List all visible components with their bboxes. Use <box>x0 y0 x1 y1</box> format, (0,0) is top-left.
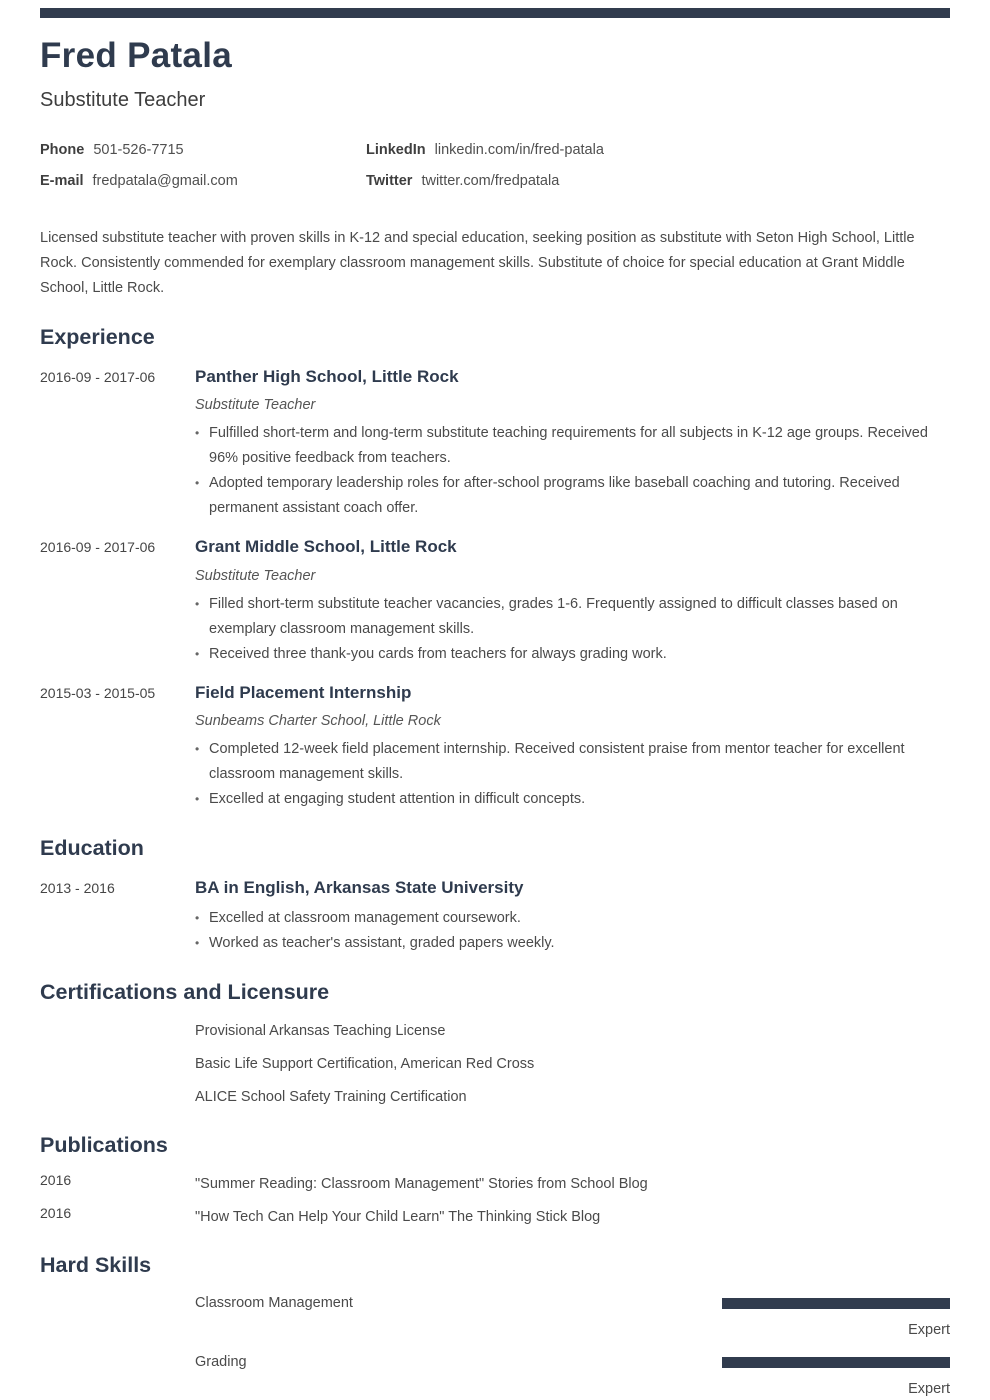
experience-entry <box>40 366 950 521</box>
contact-email-value: fredpatala@gmail.com <box>92 173 238 190</box>
skill-bar-fill <box>722 1298 950 1309</box>
certification-row <box>40 1019 950 1043</box>
spacer <box>40 1052 195 1076</box>
bullet-item: • Excelled at engaging student attention in difficult concepts. <box>195 787 950 812</box>
entry-dates: 2015-03 - 2015-05 <box>40 684 156 701</box>
entry-bullets <box>195 421 950 521</box>
experience-entry <box>40 536 950 666</box>
skill-level-label: Expert <box>908 1381 950 1398</box>
education-heading: Education <box>40 835 144 860</box>
spacer <box>40 1295 195 1338</box>
bullet-item: • Excelled at classroom management coursework. <box>195 906 950 931</box>
entry-dates: 2013 - 2016 <box>40 879 115 896</box>
skill-bar <box>722 1357 950 1368</box>
publications-list <box>40 1172 950 1229</box>
skill-body <box>195 1354 950 1397</box>
accent-top-bar <box>40 8 950 18</box>
skill-item <box>40 1295 950 1338</box>
contact-phone-label: Phone <box>40 142 85 159</box>
contact-info <box>40 142 950 189</box>
certifications-list <box>40 1019 950 1109</box>
contact-linkedin-value: linkedin.com/in/fred-patala <box>434 142 604 159</box>
contact-email <box>40 173 366 189</box>
contact-linkedin <box>366 142 950 158</box>
education-entry <box>40 877 950 956</box>
skill-row <box>40 1354 950 1397</box>
certification-row <box>40 1085 950 1109</box>
skill-item <box>40 1354 950 1397</box>
publication-year: 2016 <box>40 1205 72 1222</box>
bullet-item: • Received three thank-you cards from teachers for always grading work. <box>195 642 950 667</box>
experience-entry <box>40 682 950 812</box>
publication-title: "Summer Reading: Classroom Management" Stories from School Blog <box>195 1176 648 1193</box>
skill-name: Classroom Management <box>195 1295 353 1312</box>
entry-body <box>195 366 950 521</box>
certification-row <box>40 1052 950 1076</box>
spacer <box>40 1354 195 1397</box>
certification-item: Provisional Arkansas Teaching License <box>195 1022 446 1039</box>
entry-body <box>195 877 950 956</box>
contact-linkedin-label: LinkedIn <box>366 142 426 159</box>
entry-bullets <box>195 737 950 812</box>
contact-twitter-label: Twitter <box>366 173 413 190</box>
contact-twitter <box>366 173 950 189</box>
entry-subtitle: Substitute Teacher <box>195 567 316 584</box>
entry-title: BA in English, Arkansas State University <box>195 877 524 897</box>
entry-title: Grant Middle School, Little Rock <box>195 537 457 557</box>
contact-twitter-value: twitter.com/fredpatala <box>421 173 560 190</box>
bullet-item: • Adopted temporary leadership roles for after-school programs like baseball coaching and tutoring. Received permanent assistant coach offer. <box>195 471 950 521</box>
skill-level-label: Expert <box>908 1322 950 1339</box>
entry-bullets <box>195 906 950 956</box>
entry-body <box>195 682 950 812</box>
skill-bar <box>722 1298 950 1309</box>
hard-skills-heading: Hard Skills <box>40 1253 152 1278</box>
entry-title: Field Placement Internship <box>195 682 412 702</box>
publication-row <box>40 1205 950 1229</box>
publications-heading: Publications <box>40 1132 168 1157</box>
bullet-item: • Completed 12-week field placement internship. Received consistent praise from mentor teacher for excellent classroom management skills. <box>195 737 950 787</box>
skill-bar-fill <box>722 1357 950 1368</box>
person-name: Fred Patala <box>40 36 232 75</box>
certification-item: Basic Life Support Certification, American Red Cross <box>195 1055 535 1072</box>
entry-subtitle: Sunbeams Charter School, Little Rock <box>195 712 441 729</box>
spacer <box>40 1019 195 1043</box>
certifications-heading: Certifications and Licensure <box>40 979 330 1004</box>
bullet-item: • Worked as teacher's assistant, graded papers weekly. <box>195 931 950 956</box>
experience-heading: Experience <box>40 325 155 350</box>
skill-name: Grading <box>195 1354 247 1371</box>
skill-row <box>40 1295 950 1338</box>
entry-bullets <box>195 592 950 667</box>
entry-dates: 2016-09 - 2017-06 <box>40 369 156 386</box>
contact-email-label: E-mail <box>40 173 84 190</box>
entry-body <box>195 536 950 666</box>
publication-row <box>40 1172 950 1196</box>
entry-subtitle: Substitute Teacher <box>195 397 316 414</box>
bullet-item: • Fulfilled short-term and long-term substitute teaching requirements for all subjects in K-12 age groups. Received 96% positive feedback from teachers. <box>195 421 950 471</box>
publication-year: 2016 <box>40 1172 72 1189</box>
certification-item: ALICE School Safety Training Certification <box>195 1088 467 1105</box>
job-title: Substitute Teacher <box>40 89 206 112</box>
spacer <box>40 1085 195 1109</box>
bullet-item: • Filled short-term substitute teacher vacancies, grades 1-6. Frequently assigned to difficult classes based on exemplary classroom management skills. <box>195 592 950 642</box>
professional-summary: Licensed substitute teacher with proven skills in K-12 and special education, seeking position as substitute with Seton High School, Little Rock. Consistently commended for exemplary classroom management skills. Substitute of choice for special education at Grant Middle School, Little Rock. <box>40 230 915 297</box>
skill-body <box>195 1295 950 1338</box>
entry-title: Panther High School, Little Rock <box>195 367 459 387</box>
contact-phone-value: 501-526-7715 <box>93 142 184 159</box>
entry-dates: 2016-09 - 2017-06 <box>40 539 156 556</box>
contact-phone <box>40 142 366 158</box>
publication-title: "How Tech Can Help Your Child Learn" The Thinking Stick Blog <box>195 1209 601 1226</box>
